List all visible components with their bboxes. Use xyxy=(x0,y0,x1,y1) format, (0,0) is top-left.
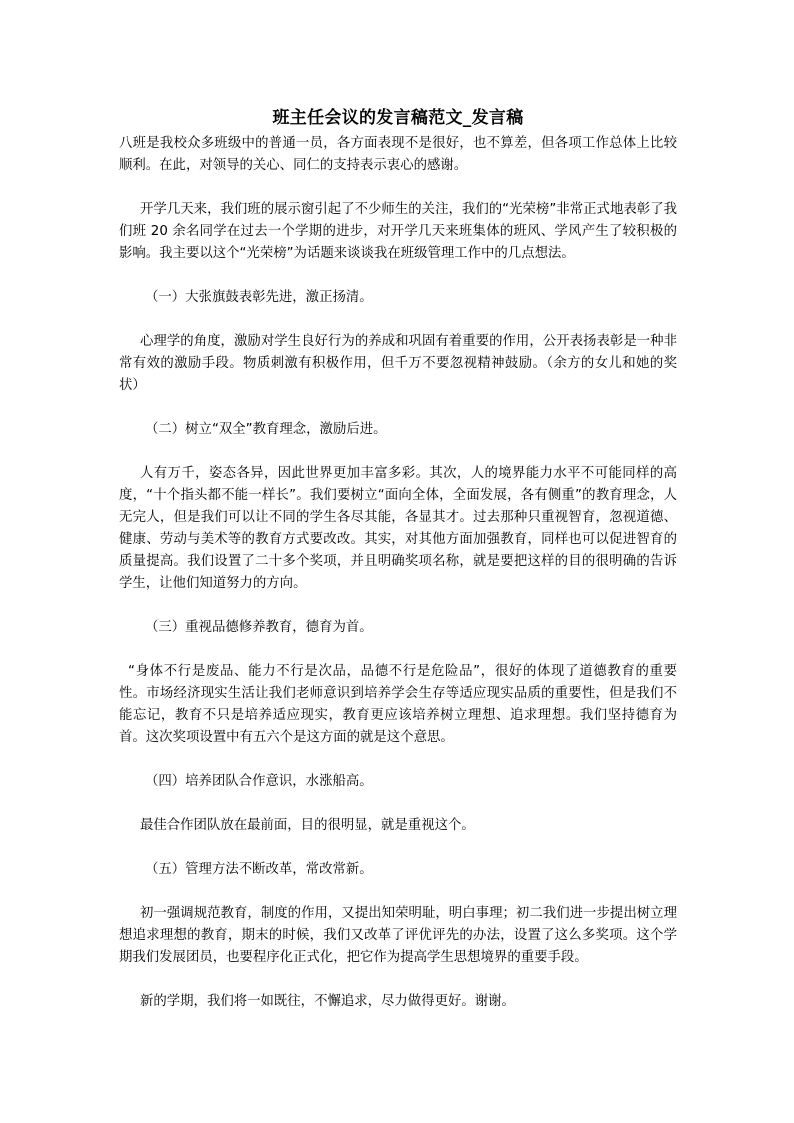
paragraph-intro: 八班是我校众多班级中的普通一员，各方面表现不是很好，也不算差，但各项工作总体上比较顺利。在此，对领导的关心、同仁的支持表示衷心的感谢。 xyxy=(119,136,677,173)
document-page xyxy=(119,103,677,1013)
paragraph-section-5: 初一强调规范教育，制度的作用，又提出知荣明耻，明白事理；初二我们进一步提出树立理想追求理想的教育，期末的时候，我们又改革了评优评先的办法，设置了这么多奖项。这个学期我们发展团员，也要程序化正式化，把它作为提高学生思想境界的重要手段。 xyxy=(119,906,677,965)
paragraph-gap xyxy=(119,397,677,419)
paragraph-section-4: 最佳合作团队放在最前面，目的很明显，就是重视这个。 xyxy=(140,818,475,833)
paragraph-section-2: 人有万千，姿态各异，因此世界更加丰富多彩。其次，人的境界能力水平不可能同样的高度，“十个指头都不能一样长”。我们要树立“面向全体，全面发展，各有侧重”的教育理念，人无完人，但是我们可以让不同的学生各尽其能，各显其才。过去那种只重视智育，忽视道德、健康、劳动与美术等的教育方式要改改。其实，对其他方面加强教育，同样也可以促进智育的质量提高。我们设置了二十多个奖项，并且明确奖项名称，就是要把这样的目的很明确的告诉学生，让他们知道努力的方向。 xyxy=(119,466,677,591)
paragraph-gap xyxy=(119,265,677,287)
document-title: 班主任会议的发言稿范文_发言稿 xyxy=(272,108,524,128)
paragraph-gap xyxy=(119,639,677,661)
paragraph-honor-roll: 开学几天来，我们班的展示窗引起了不少师生的关注，我们的“光荣榜”非常正式地表彰了我们班 20 余名同学在过去一个学期的进步，对开学几天来班集体的班风、学风产生了较积极的影响。我主要以这个“光荣榜”为话题来谈谈我在班级管理工作中的几点想法。 xyxy=(119,202,677,261)
paragraph-section-1: 心理学的角度，激励对学生良好行为的养成和巩固有着重要的作用，公开表扬表彰是一种非常有效的激励手段。物质刺激有积极作用，但千万不要忽视精神鼓励。（余方的女儿和她的奖状） xyxy=(119,334,677,393)
paragraph-closing: 新的学期，我们将一如既往，不懈追求，尽力做得更好。谢谢。 xyxy=(140,994,515,1009)
section-heading-1: （一）大张旗鼓表彰先进，激正扬清。 xyxy=(145,290,373,305)
paragraph-gap xyxy=(119,837,677,859)
paragraph-section-3: “身体不行是废品、能力不行是次品，品德不行是危险品”，很好的体现了道德教育的重要性。市场经济现实生活让我们老师意识到培养学会生存等适应现实品质的重要性，但是我们不能忘记，教育不只是培养适应现实，教育更应该培养树立理想、追求理想。我们坚持德育为首。这次奖项设置中有五六个是这方面的就是这个意思。 xyxy=(119,664,677,745)
paragraph-gap xyxy=(119,309,677,331)
section-heading-5: （五）管理方法不断改革，常改常新。 xyxy=(145,862,373,877)
paragraph-gap xyxy=(119,793,677,815)
paragraph-gap xyxy=(119,595,677,617)
section-heading-2: （二）树立“双全”教育理念，激励后进。 xyxy=(145,422,387,437)
paragraph-gap xyxy=(119,749,677,771)
section-heading-3: （三）重视品德修养教育，德育为首。 xyxy=(145,620,373,635)
section-heading-4: （四）培养团队合作意识，水涨船高。 xyxy=(145,774,373,789)
paragraph-gap xyxy=(119,969,677,991)
paragraph-gap xyxy=(119,177,677,199)
paragraph-gap xyxy=(119,881,677,903)
paragraph-gap xyxy=(119,441,677,463)
